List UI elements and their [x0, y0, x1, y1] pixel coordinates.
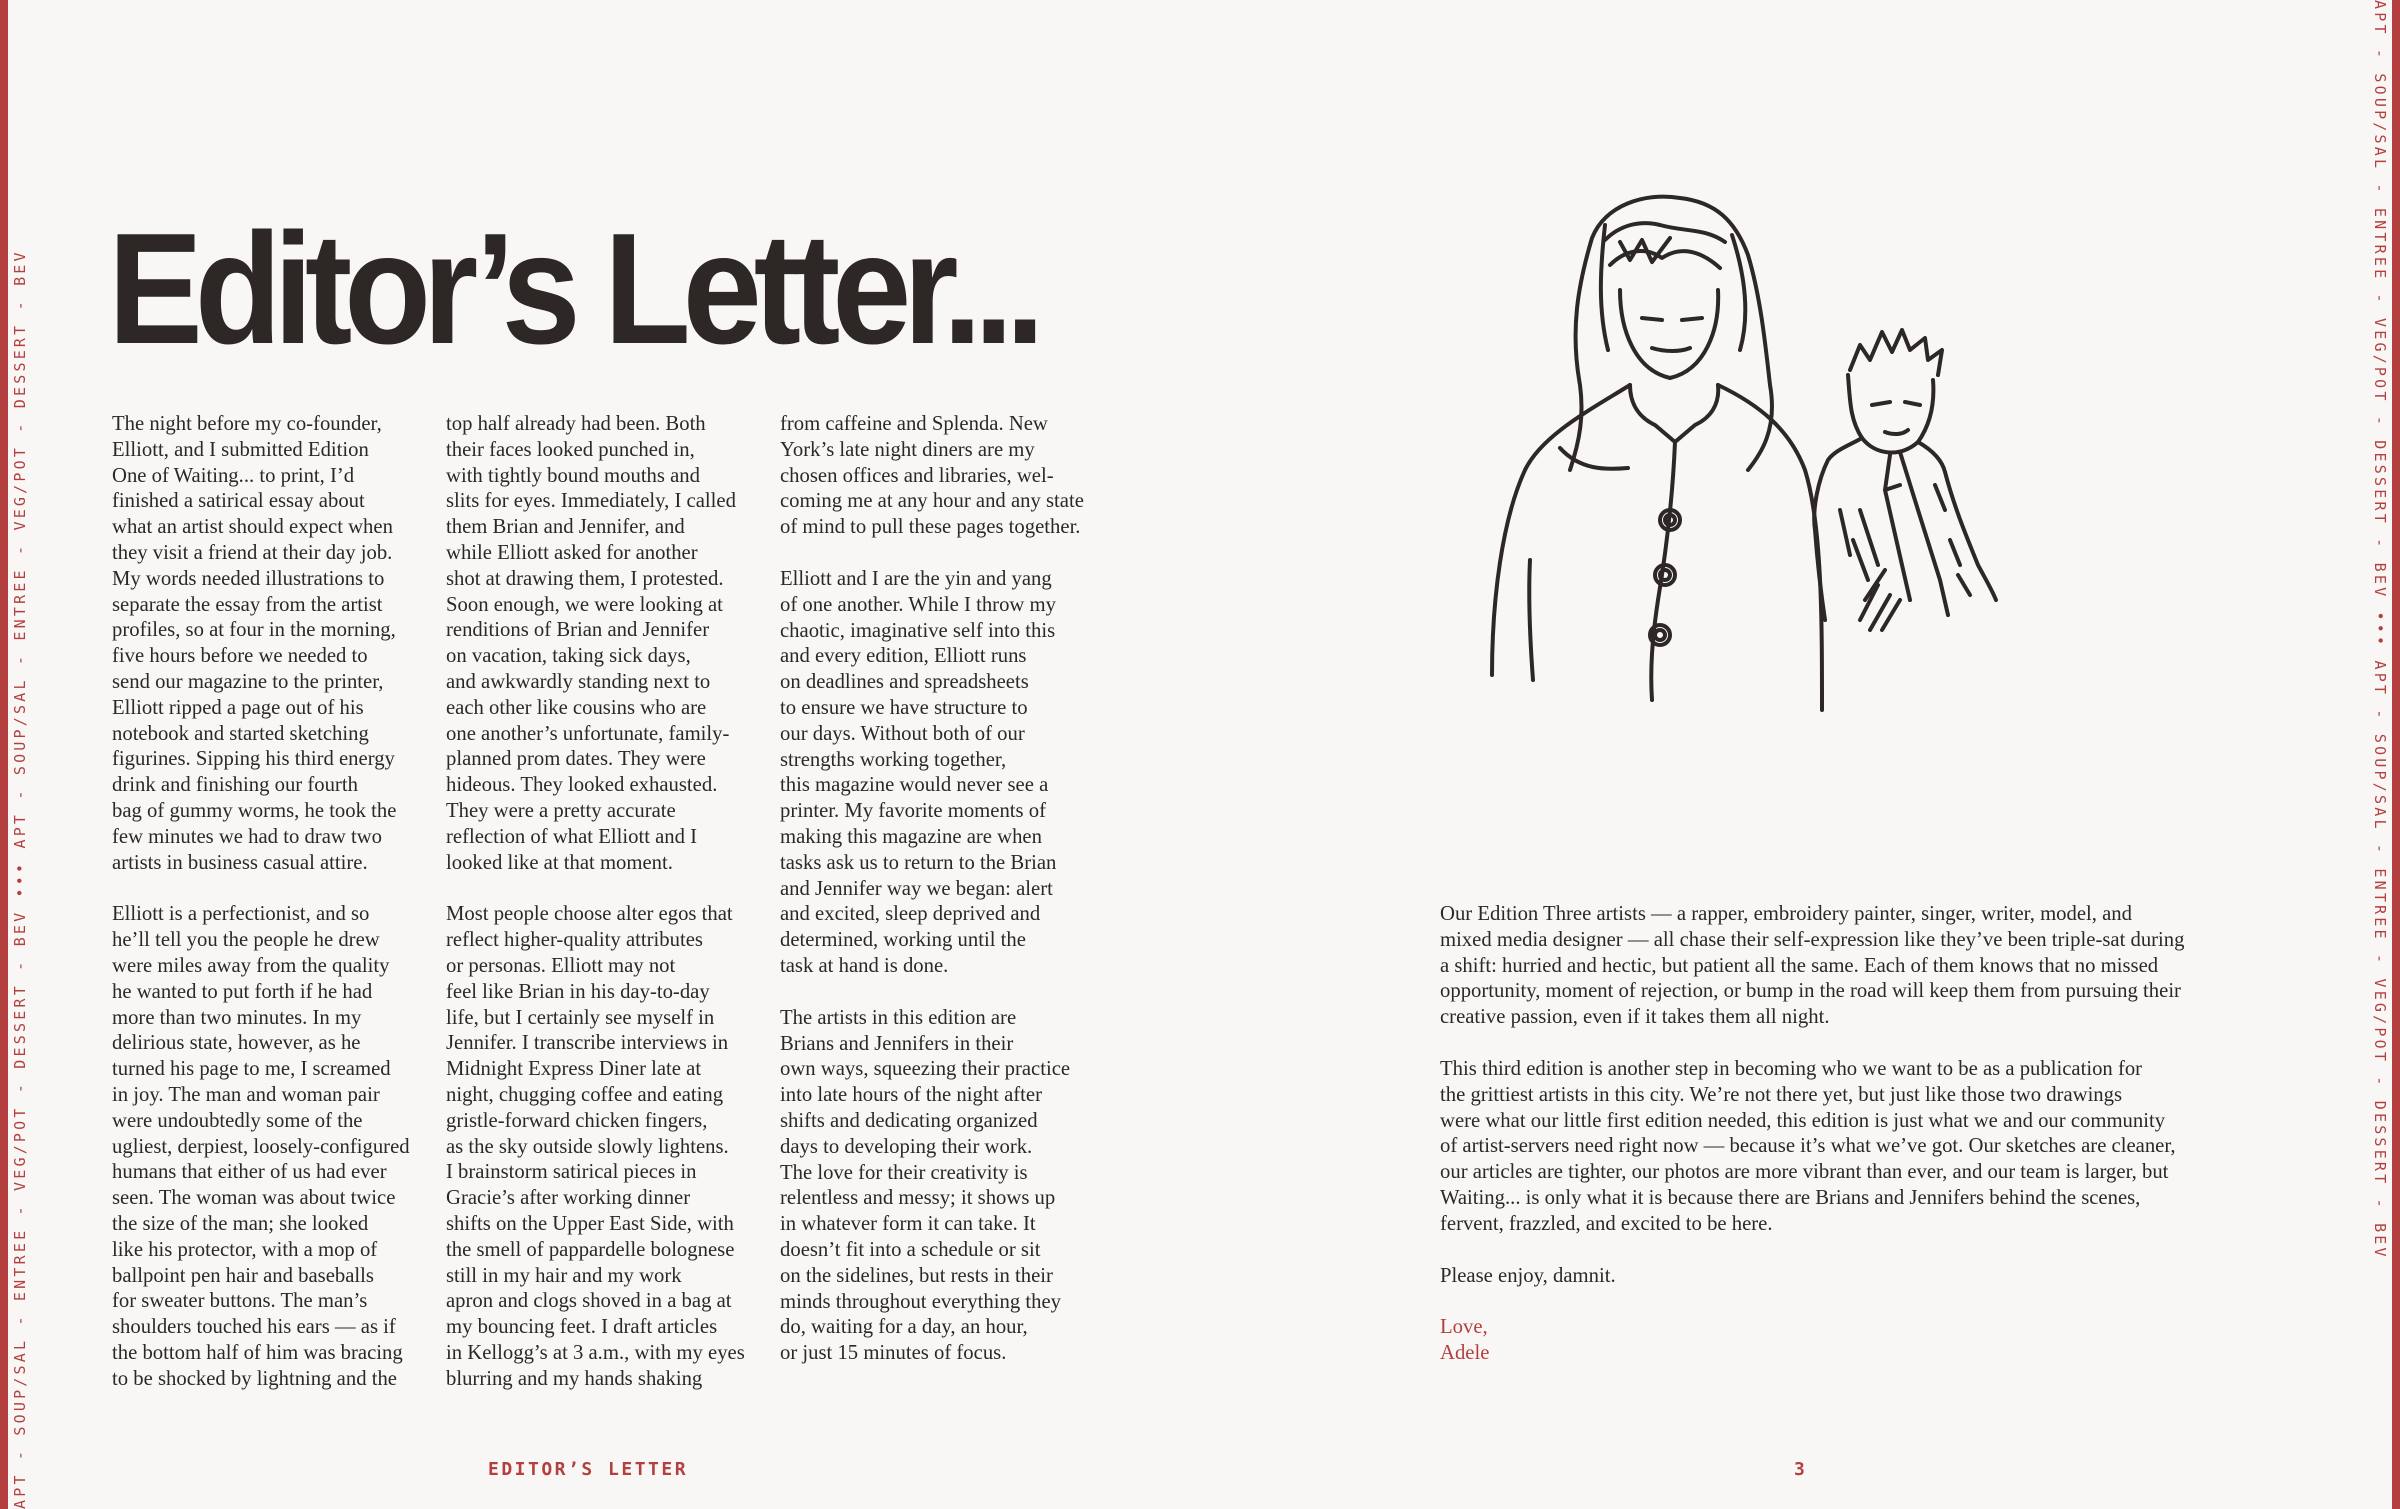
paragraph: This third edition is another step in becoming who we want to be as a publication for the grittiest artists in this city. We’re not there yet, but just like those two drawings were what our little first edition needed, this edition is just what we and our community of artist-servers need right now — because it’s what we’ve got. Our sketches are cleaner, our articles are tighter, our photos are more vibrant than ever, and our team is larger, but Waiting... is only what it is because there are Brians and Jennifers behind the scenes, fervent, frazzled, and excited to be here. [1440, 1057, 2176, 1235]
paragraph: Elliott and I are the yin and yang of one another. While I throw my chaotic, imaginative self into this and every edition, Elliott runs on deadlines and spreadsheets to ensure we have structure to our days. Without both of our strengths working together, this magazine would never see a printer. My favorite moments of making this magazine are when tasks ask us to return to the Brian and Jennifer way we began: alert and excited, sleep deprived and determined, working until the task at hand is done. [780, 567, 1057, 977]
page-number: 3 [1794, 1459, 1808, 1480]
paragraph: Please enjoy, damnit. [1440, 1264, 1616, 1287]
left-section-rail [0, 0, 40, 1509]
page-title: Editor’s Letter... [108, 201, 1037, 377]
paragraph: top half already had been. Both their faces looked punched in, with tightly bound mouths and slits for eyes. Immediately, I called them Brian and Jennifer, and while Elliott asked for another shot at drawing them, I protested. Soon enough, we were looking at renditions of Brian and Jennifer on vacation, taking sick days, and awkwardly standing next to each other like cousins who are one another’s unfortunate, family- planned prom dates. They were hideous. They looked exhausted. They were a pretty accurate reflection of what Elliott and I looked like at that moment. [446, 413, 736, 874]
brian-figure [1814, 330, 1996, 630]
brian-jennifer-sketch [1430, 180, 2210, 810]
jennifer-figure [1492, 197, 1822, 710]
paragraph: Most people choose alter egos that reflect higher-quality attributes or personas. Elliott may not feel like Brian in his day-to-day life, but I certainly see myself in Jennifer. I transcribe interviews in Midnight Express Diner late at night, chugging coffee and eating gristle-forward chicken fingers, as the sky outside slowly lightens. I brainstorm satirical pieces in Gracie’s after working dinner shifts on the Upper East Side, with the smell of pappardelle bolognese still in my hair and my work apron and clogs shoved in a bag at my bouncing feet. I draft articles in Kellogg’s at 3 a.m., with my eyes blurring and my hands shaking [446, 903, 745, 1390]
body-column-2 [446, 412, 756, 1418]
right-rail-text: APT - SOUP/SAL - ENTREE - VEG/POT - DESSERT - BEV ••• APT - SOUP/SAL - ENTREE - VEG/POT - DESSERT - BEV [2371, 0, 2389, 1260]
paragraph: Elliott is a perfectionist, and so he’ll tell you the people he drew were miles away from the quality he wanted to put forth if he had more than two minutes. In my delirious state, however, as he turned his page to me, I screamed in joy. The man and woman pair were undoubtedly some of the ugliest, derpiest, loosely-configured humans that either of us had ever seen. The woman was about twice the size of the man; she looked like his protector, with a mop of ballpoint pen hair and baseballs for sweater buttons. The man’s shoulders touched his ears — as if the bottom half of him was bracing to be shocked by lightning and the [112, 903, 410, 1390]
section-footer: EDITOR’S LETTER [488, 1459, 689, 1480]
paragraph: from caffeine and Splenda. New York’s late night diners are my chosen offices and libraries, wel- coming me at any hour and any state of mind to pull these pages together. [780, 413, 1084, 539]
body-column-1 [112, 412, 422, 1418]
right-section-rail [2360, 0, 2400, 1509]
signoff: Love, Adele [1440, 1316, 1490, 1365]
closing-section [1440, 902, 2240, 1393]
body-column-3 [780, 412, 1090, 1393]
left-rail-text: APT - SOUP/SAL - ENTREE - VEG/POT - DESSERT - BEV ••• APT - SOUP/SAL - ENTREE - VEG/POT - DESSERT - BEV [11, 249, 29, 1509]
paragraph: The artists in this edition are Brians and Jennifers in their own ways, squeezing their practice into late hours of the night after shifts and dedicating organized days to developing their work. The love for their creativity is relentless and messy; it shows up in whatever form it can take. It doesn’t fit into a schedule or sit on the sidelines, but rests in their minds throughout everything they do, waiting for a day, an hour, or just 15 minutes of focus. [780, 1006, 1071, 1365]
paragraph: The night before my co-founder, Elliott, and I submitted Edition One of Waiting... to print, I’d finished a satirical essay about what an artist should expect when they visit a friend at their day job. My words needed illustrations to separate the essay from the artist profiles, so at four in the morning, five hours before we needed to send our magazine to the printer, Elliott ripped a page out of his notebook and started sketching figurines. Sipping his third energy drink and finishing our fourth bag of gummy worms, he took the few minutes we had to draw two artists in business casual attire. [112, 413, 397, 874]
paragraph: Our Edition Three artists — a rapper, embroidery painter, singer, writer, model, and mixed media designer — all chase their self-expression like they’ve been triple-sat during a shift: hurried and hectic, but patient all the same. Each of them knows that no missed opportunity, moment of rejection, or bump in the road will keep them from pursuing their creative passion, even if it takes them all night. [1440, 903, 2185, 1029]
